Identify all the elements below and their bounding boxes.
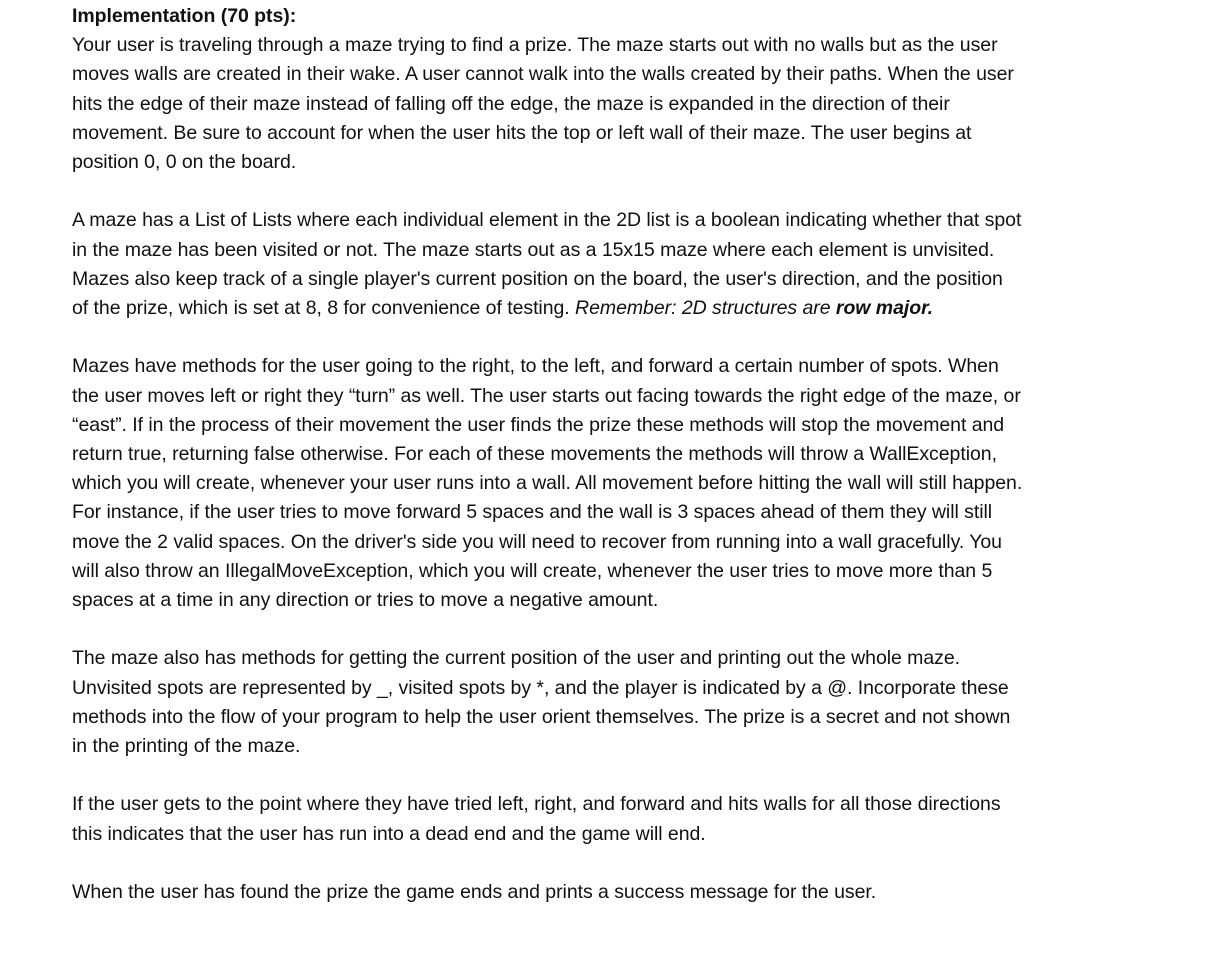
text-line: this indicates that the user has run into a dead end and the game will end.: [72, 822, 706, 845]
paragraph-gap: [72, 177, 1162, 206]
text-line: A maze has a List of Lists where each individual element in the 2D list is a boolean indicating whether that spot: [72, 209, 1022, 232]
document-page: [72, 0, 1162, 907]
paragraph-gap: [72, 615, 1162, 644]
paragraph-gap: [72, 323, 1162, 352]
text-line: methods into the flow of your program to help the user orient themselves. The prize is a secret and not shown: [72, 705, 1011, 728]
paragraph-maze-structure: [72, 206, 1162, 323]
text-line: in the maze has been visited or not. The maze starts out as a 15x15 maze where each element is unvisited.: [72, 238, 995, 261]
text-line: Unvisited spots are represented by _, visited spots by *, and the player is indicated by a @. Incorporate these: [72, 676, 1009, 699]
paragraph-movement-methods: [72, 352, 1162, 615]
text-line: The maze also has methods for getting the current position of the user and printing out the whole maze.: [72, 647, 961, 670]
text-line: in the printing of the maze.: [72, 735, 301, 758]
text-line: [72, 294, 1162, 323]
text-line: position 0, 0 on the board.: [72, 151, 297, 174]
text-line: the user moves left or right they “turn” as well. The user starts out facing towards the right edge of the maze, or: [72, 384, 1021, 407]
text-line: return true, returning false otherwise. For each of these movements the methods will throw a WallException,: [72, 443, 997, 466]
paragraph-printing: [72, 644, 1162, 761]
text-line: which you will create, whenever your user runs into a wall. All movement before hitting the wall will still happen.: [72, 472, 1023, 495]
text-line: spaces at a time in any direction or tries to move a negative amount.: [72, 589, 659, 612]
paragraph-gap: [72, 761, 1162, 790]
paragraph-gap: [72, 849, 1162, 878]
section-heading: Implementation (70 pts):: [72, 5, 297, 27]
text-line: movement. Be sure to account for when the user hits the top or left wall of their maze. The user begins at: [72, 121, 972, 144]
paragraph-dead-end: [72, 790, 1162, 848]
text-plain: of the prize, which is set at 8, 8 for convenience of testing.: [72, 297, 576, 320]
text-line: move the 2 valid spaces. On the driver's side you will need to recover from running into a wall gracefully. You: [72, 530, 1002, 553]
text-bold-italic-note: row major.: [835, 297, 933, 320]
text-line: hits the edge of their maze instead of falling off the edge, the maze is expanded in the direction of their: [72, 92, 950, 115]
text-line: Mazes also keep track of a single player's current position on the board, the user's direction, and the position: [72, 267, 1003, 290]
paragraph-success: [72, 878, 1162, 907]
text-line: moves walls are created in their wake. A user cannot walk into the walls created by their paths. When the user: [72, 63, 1014, 86]
paragraph-overview: [72, 31, 1162, 177]
text-italic-note: Remember: 2D structures are: [575, 297, 836, 320]
text-line: Your user is traveling through a maze trying to find a prize. The maze starts out with no walls but as the user: [72, 34, 998, 57]
text-line: Mazes have methods for the user going to the right, to the left, and forward a certain number of spots. When: [72, 355, 999, 378]
text-line: For instance, if the user tries to move forward 5 spaces and the wall is 3 spaces ahead of them they will still: [72, 501, 993, 524]
text-line: “east”. If in the process of their movement the user finds the prize these methods will stop the movement and: [72, 413, 1005, 436]
text-line: If the user gets to the point where they have tried left, right, and forward and hits walls for all those directions: [72, 793, 1001, 816]
text-line: When the user has found the prize the game ends and prints a success message for the user.: [72, 881, 877, 904]
text-line: will also throw an IllegalMoveException, which you will create, whenever the user tries to move more than 5: [72, 559, 993, 582]
